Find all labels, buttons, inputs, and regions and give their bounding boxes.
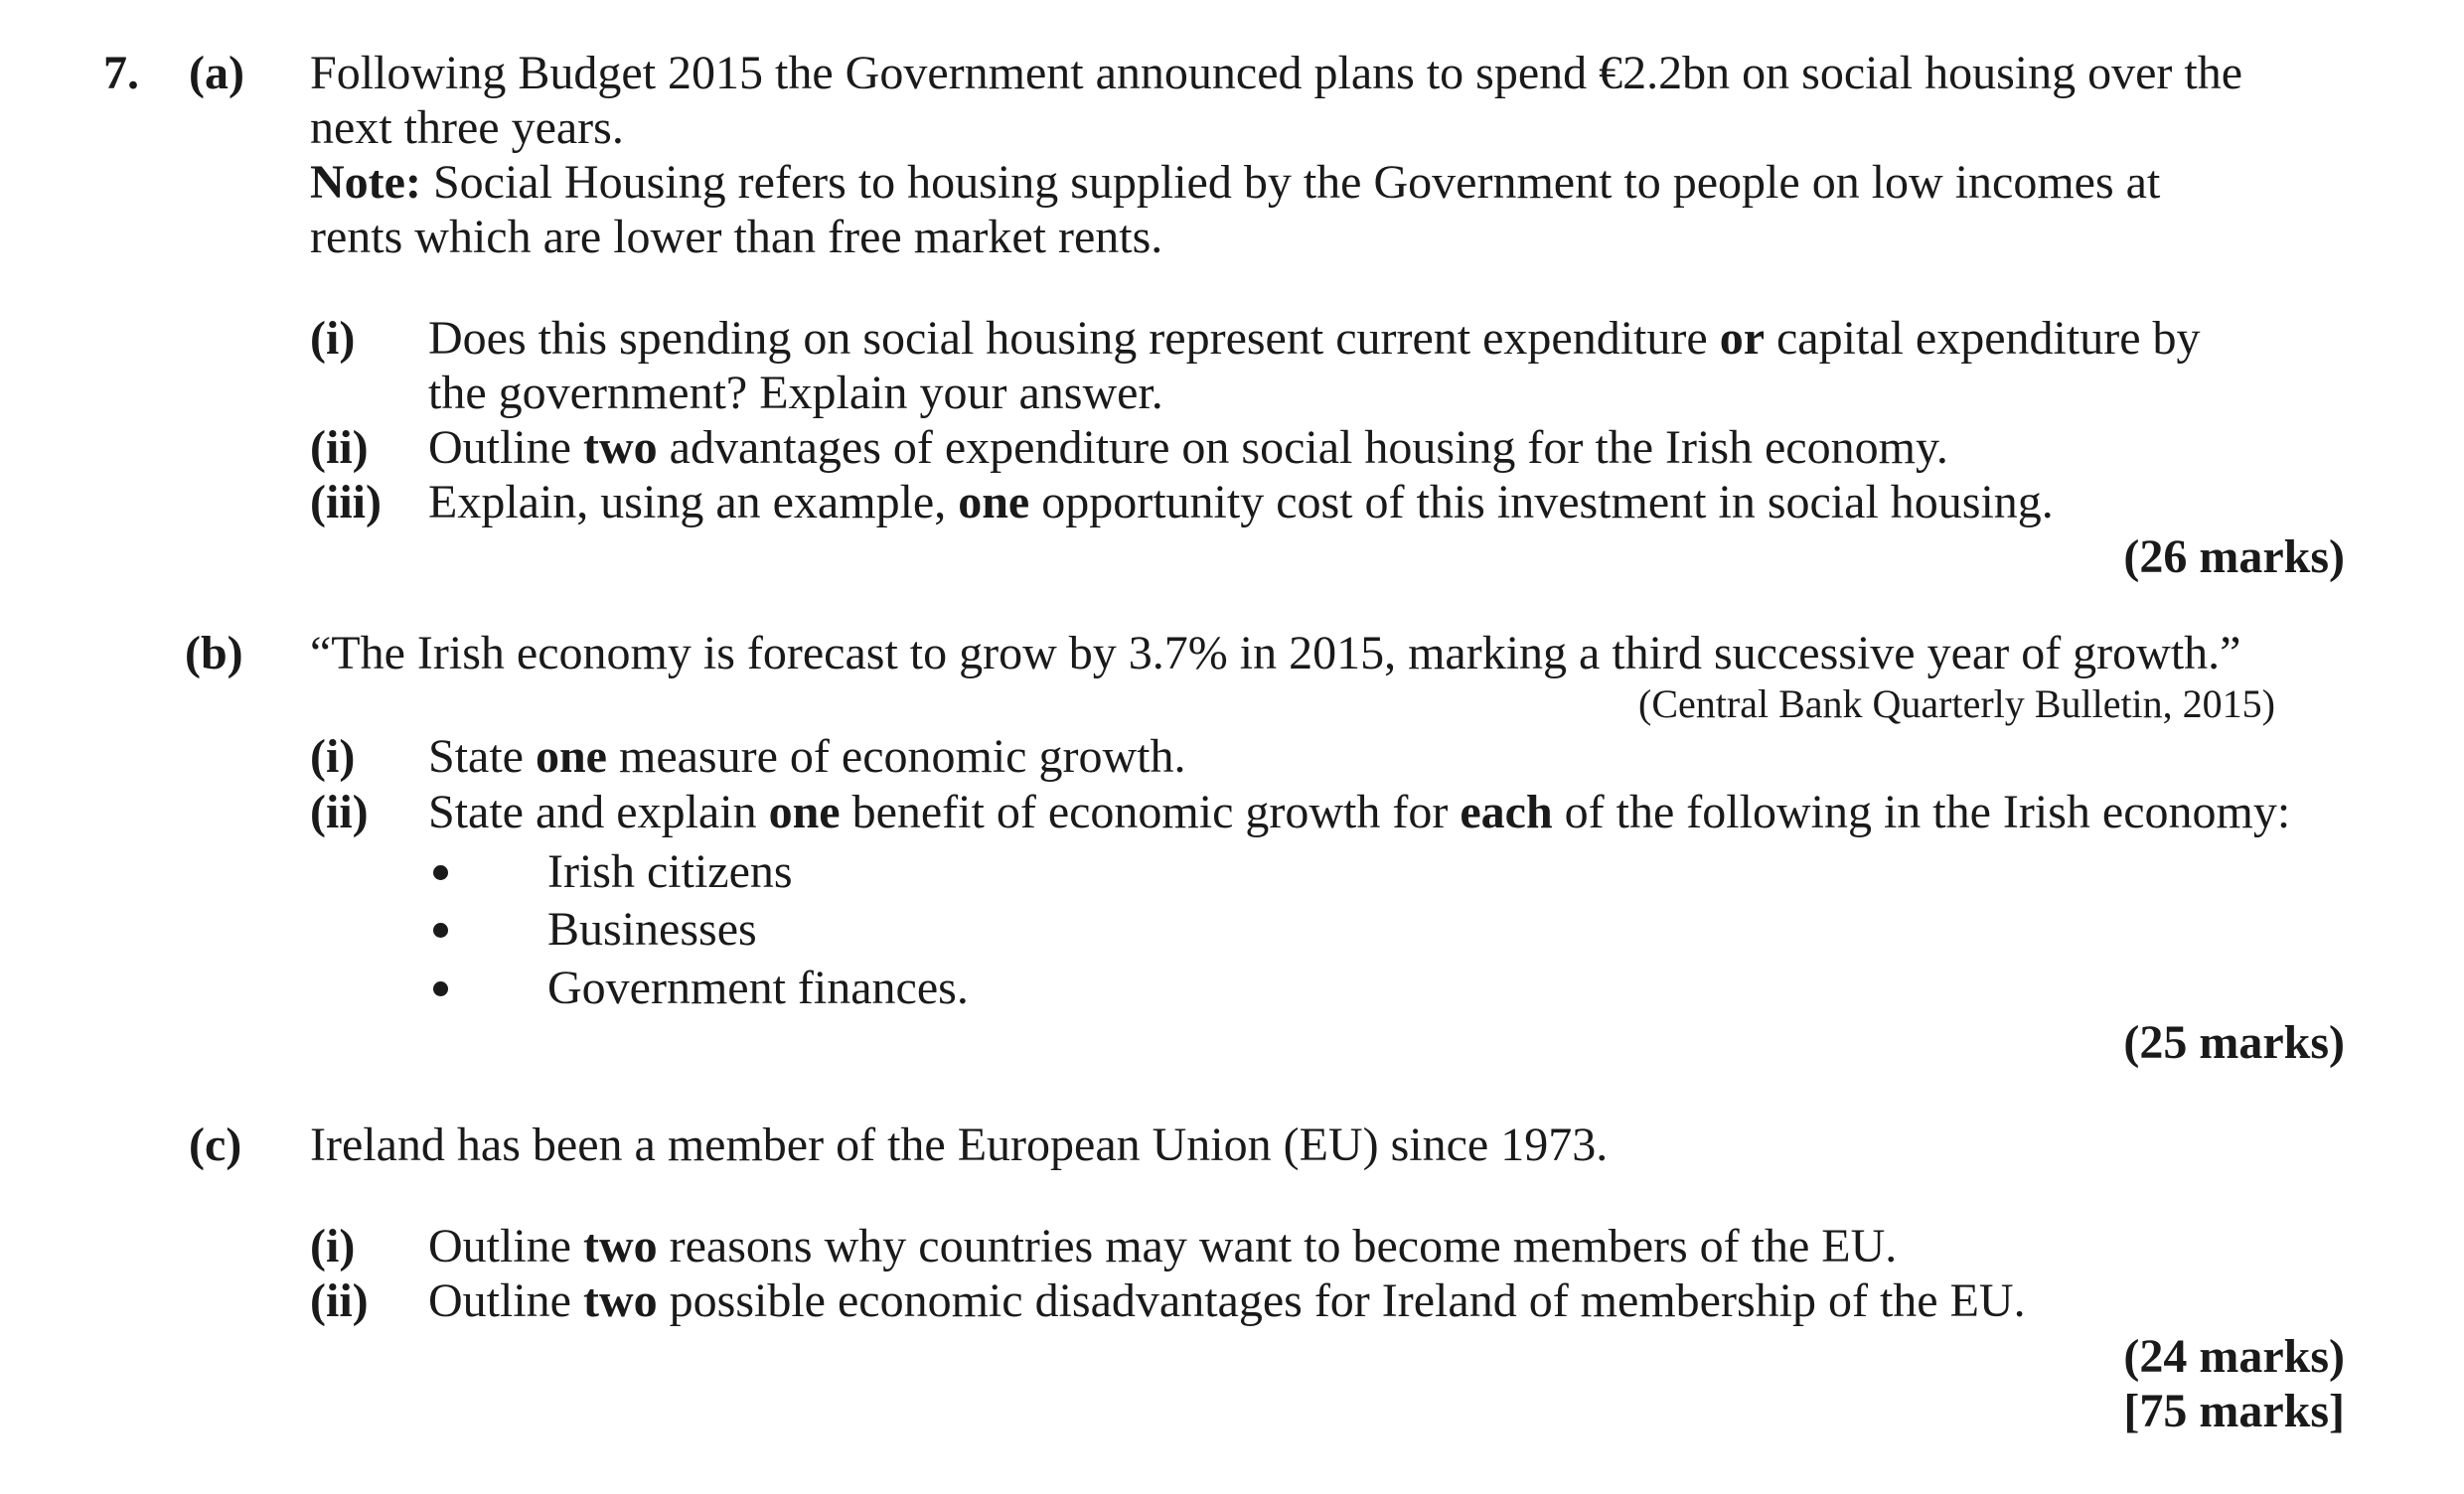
bullet-item: Irish citizens	[547, 845, 793, 898]
part-b-source: (Central Bank Quarterly Bulletin, 2015)	[1638, 681, 2275, 726]
part-c-label: (c)	[189, 1119, 242, 1171]
part-c-item-ii-label: (ii)	[310, 1274, 369, 1327]
part-c-item-i-label: (i)	[310, 1220, 356, 1272]
note-label: Note:	[310, 156, 421, 209]
part-a-item-i-label: (i)	[310, 312, 356, 365]
part-a-item-iii-text: Explain, using an example, one opportunity cost of this investment in social housing.	[428, 476, 2054, 528]
part-b-item-ii-label: (ii)	[310, 786, 369, 838]
question-number: 7.	[103, 47, 139, 99]
note-text: Social Housing refers to housing supplied by the Government to people on low incomes at	[420, 156, 2161, 209]
part-c-item-i-text: Outline two reasons why countries may want to become members of the EU.	[428, 1220, 1898, 1272]
part-a-note-line2: rents which are lower than free market rents.	[310, 211, 1163, 263]
part-c-marks: (24 marks)	[2123, 1330, 2345, 1383]
part-a-item-i-line2: the government? Explain your answer.	[428, 367, 1163, 419]
part-b-label: (b)	[185, 627, 243, 679]
part-a-item-ii-text: Outline two advantages of expenditure on social housing for the Irish economy.	[428, 421, 1948, 474]
bullet-item: Businesses	[547, 903, 757, 956]
part-b-item-ii-text: State and explain one benefit of economic growth for each of the following in the Irish economy:	[428, 786, 2291, 838]
part-b-quote: “The Irish economy is forecast to grow by 3.7% in 2015, marking a third successive year of growth.”	[310, 627, 2241, 679]
part-a-item-i-line1: Does this spending on social housing represent current expenditure or capital expenditure by	[428, 312, 2201, 365]
part-b-marks: (25 marks)	[2123, 1016, 2345, 1069]
bullet-icon	[433, 981, 448, 996]
part-a-marks: (26 marks)	[2123, 530, 2345, 583]
bullet-icon	[433, 923, 448, 938]
part-a-intro-line2: next three years.	[310, 101, 624, 154]
part-b-item-i-text: State one measure of economic growth.	[428, 730, 1186, 783]
part-a-intro-line1: Following Budget 2015 the Government announced plans to spend €2.2bn on social housing over the	[310, 47, 2243, 99]
part-a-item-ii-label: (ii)	[310, 421, 369, 474]
part-c-item-ii-text: Outline two possible economic disadvantages for Ireland of membership of the EU.	[428, 1274, 2026, 1327]
total-marks: [75 marks]	[2123, 1385, 2345, 1437]
bullet-item: Government finances.	[547, 962, 969, 1014]
part-a-item-iii-label: (iii)	[310, 476, 382, 528]
bullet-icon	[433, 865, 448, 880]
part-b-item-i-label: (i)	[310, 730, 356, 783]
part-a-note	[310, 155, 2160, 210]
part-c-intro: Ireland has been a member of the European Union (EU) since 1973.	[310, 1119, 1609, 1171]
part-a-label: (a)	[189, 47, 244, 99]
